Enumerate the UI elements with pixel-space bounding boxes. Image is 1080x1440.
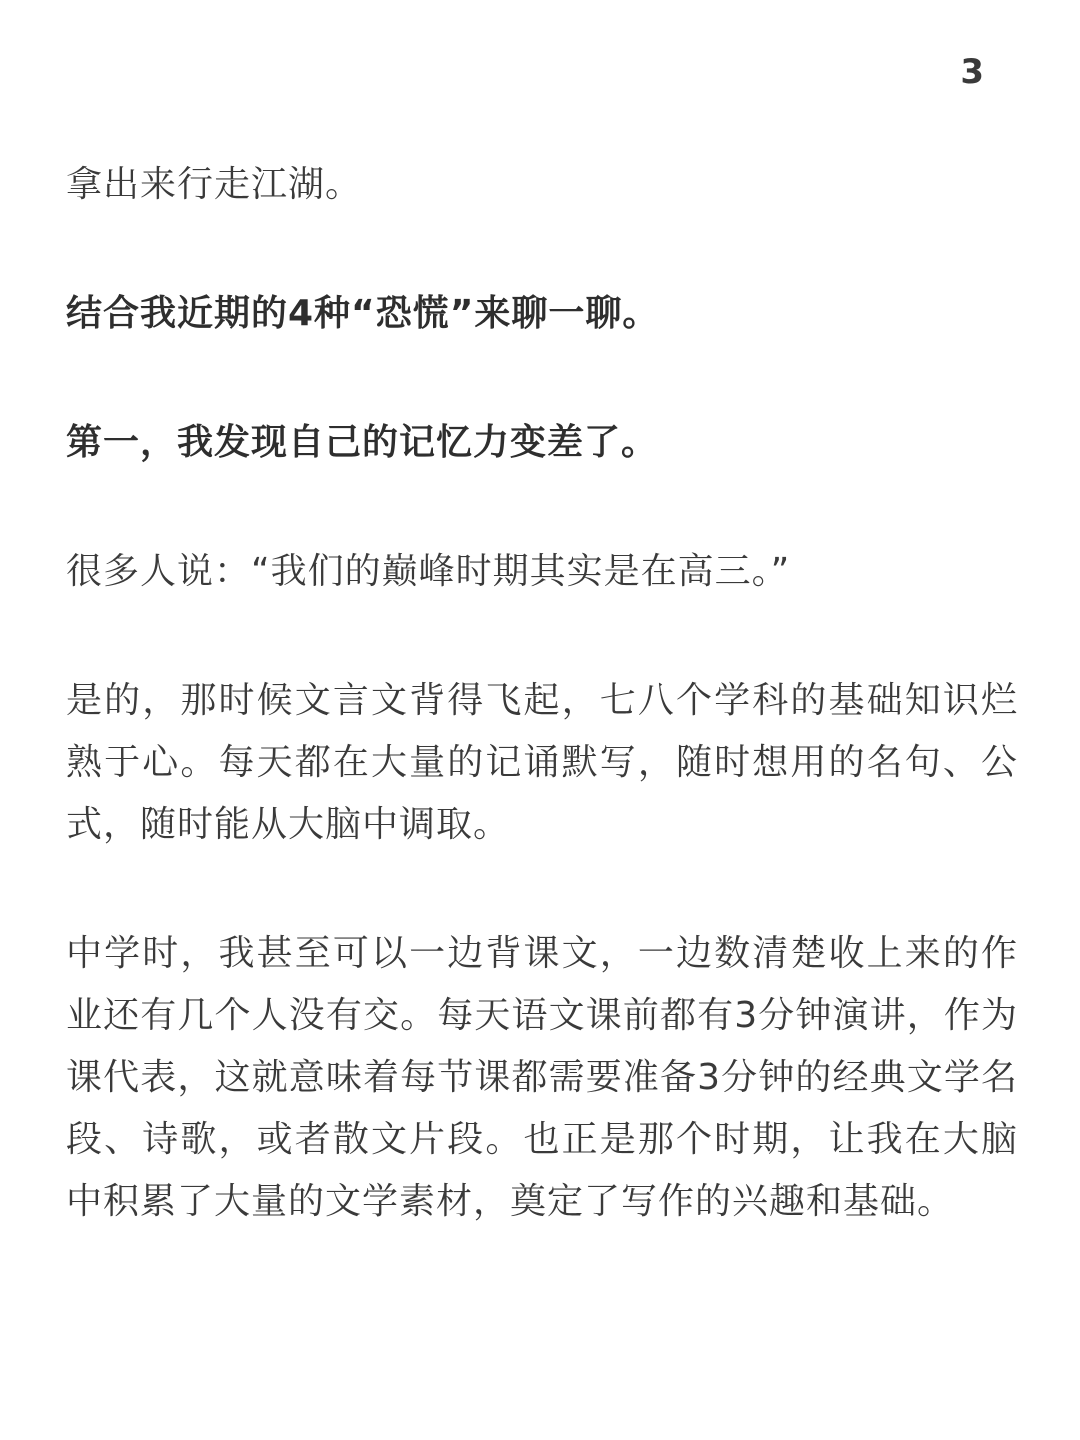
paragraph-heading-fears: 结合我近期的4种“恐慌”来聊一聊。 — [66, 293, 660, 334]
page-number: 3 — [960, 52, 984, 92]
paragraph-memory: 是的，那时候文言文背得飞起，七八个学科的基础知识烂熟于心。每天都在大量的记诵默写，随时想用的名句、公式，随时能从大脑中调取。 — [66, 680, 1018, 845]
paragraph-middle-school: 中学时，我甚至可以一边背课文，一边数清楚收上来的作业还有几个人没有交。每天语文课前都有3分钟演讲，作为课代表，这就意味着每节课都需要准备3分钟的经典文学名段、诗歌，或者散文片段。也正是那个时期，让我在大脑中积累了大量的文学素材，奠定了写作的兴趣和基础。 — [66, 933, 1018, 1222]
paragraph-intro: 拿出来行走江湖。 — [66, 164, 363, 205]
paragraph-quote: 很多人说：“我们的巅峰时期其实是在高三。” — [66, 551, 791, 592]
article-body — [66, 154, 1018, 1300]
paragraph-heading-first-point: 第一，我发现自己的记忆力变差了。 — [66, 422, 659, 463]
